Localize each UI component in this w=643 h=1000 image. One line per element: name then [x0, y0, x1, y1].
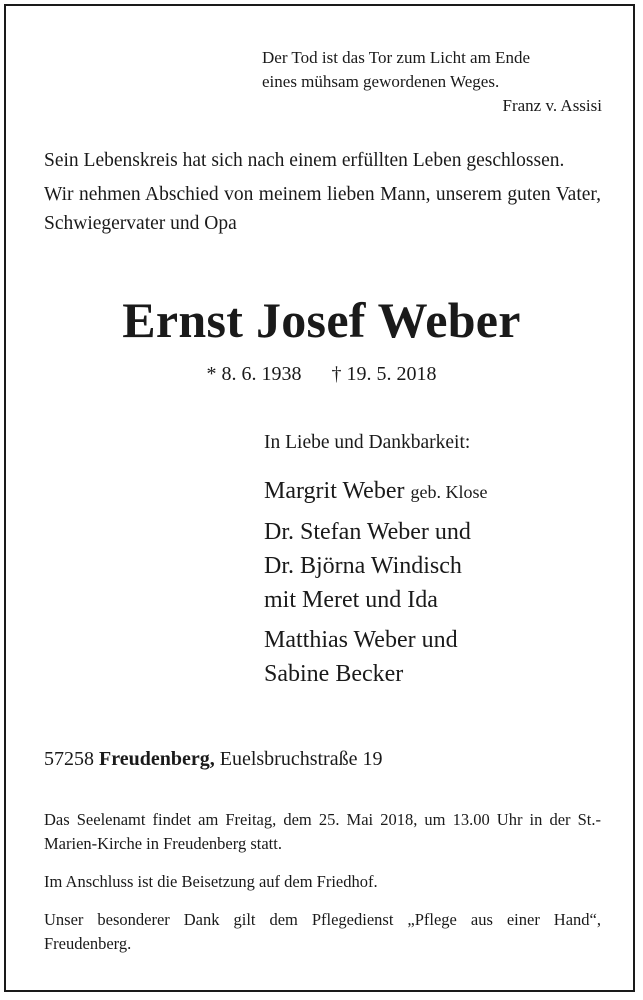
- mourner-line: Dr. Björna Windisch: [264, 553, 462, 579]
- wife-birthname: geb. Klose: [410, 482, 488, 502]
- mourner-line: Dr. Stefan Weber und: [264, 519, 471, 545]
- mourner-group-3: [264, 623, 594, 691]
- address-street: Euelsbruchstraße 19: [219, 748, 383, 770]
- mourner-line: Sabine Becker: [264, 661, 404, 687]
- wife-name: Margrit Weber: [264, 478, 405, 504]
- family-address: [44, 744, 601, 774]
- mourner-group-wife: [264, 474, 594, 509]
- epigraph-quote: [262, 46, 602, 118]
- death-date: † 19. 5. 2018: [331, 363, 437, 385]
- address-city: Freudenberg,: [99, 748, 215, 770]
- service-notes: [44, 808, 601, 970]
- quote-author: Franz v. Assisi: [502, 96, 602, 115]
- mourner-line: Matthias Weber und: [264, 627, 458, 653]
- mourner-line: mit Meret und Ida: [264, 587, 438, 613]
- life-dates: [0, 359, 643, 389]
- quote-line-2: eines mühsam gewordenen Weges.: [262, 72, 500, 91]
- intro-paragraph-2: Wir nehmen Abschied von meinem lieben Mann, unserem guten Vater, Schwiegervater und Opa: [44, 184, 601, 234]
- quote-line-1: Der Tod ist das Tor zum Licht am Ende: [262, 48, 530, 67]
- deceased-name: Ernst Josef Weber: [122, 292, 521, 348]
- burial-notice: Im Anschluss ist die Beisetzung auf dem Friedhof.: [44, 872, 378, 891]
- birth-date: * 8. 6. 1938: [206, 363, 302, 385]
- thanks-notice: Unser besonderer Dank gilt dem Pflegedienst „Pflege aus einer Hand“, Freudenberg.: [44, 910, 601, 953]
- intro-text: [44, 146, 601, 243]
- intro-paragraph-1: Sein Lebenskreis hat sich nach einem erfüllten Leben geschlossen.: [44, 150, 565, 171]
- mourners-list: [264, 428, 594, 697]
- requiem-notice: Das Seelenamt findet am Freitag, dem 25. Mai 2018, um 13.00 Uhr in der St.-Marien-Kirche in Freudenberg statt.: [44, 810, 601, 853]
- mourner-group-2: [264, 515, 594, 617]
- mourners-lead: In Liebe und Dankbarkeit:: [264, 432, 471, 453]
- address-zip: 57258: [44, 748, 94, 770]
